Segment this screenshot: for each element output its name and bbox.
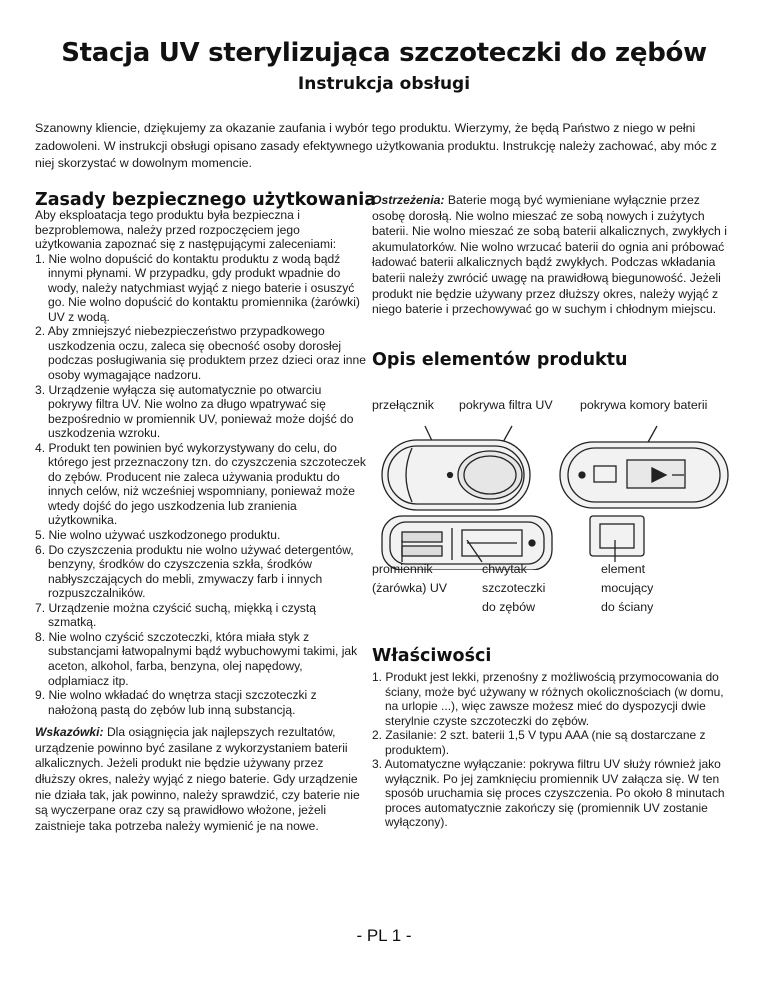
callout-line [647, 426, 657, 444]
label-line: do zębów [482, 600, 536, 614]
device-lid [382, 440, 530, 510]
list-item: 3. Urządzenie wyłącza się automatycznie po otwarciu pokrywy filtra UV. Nie wolno za długo wpatrywać się bezpośrednio w promiennik UV, ponieważ może dojść do uszkodzenia wzroku. [35, 382, 354, 441]
label-battery-cover: pokrywa komory baterii [580, 398, 708, 412]
page-subtitle: Instrukcja obsługi [297, 74, 471, 94]
page-number: - PL 1 - [356, 926, 412, 945]
list-item: 9. Nie wolno wkładać do wnętrza stacji szczoteczki z nałożoną pastą do zębów lub inną substancją. [35, 688, 317, 717]
hint-paragraph [35, 725, 367, 834]
label-filter-cover: pokrywa filtra UV [459, 398, 553, 412]
list-item: 1. Nie wolno dopuścić do kontaktu produktu z wodą bądź innymi płynami. W przypadku, gdy produkt wpadnie do wody, należy natychmiast wyjąć z niego baterie i osuszyć go. Nie wolno dopuścić do kontaktu promiennika (żarówki) UV z wodą. [35, 251, 360, 324]
warnings-text: Baterie mogą być wymieniane wyłącznie przez osobę dorosłą. Nie wolno mieszać ze sobą nowych i zużytych baterii. Nie wolno mieszać ze sobą baterii alkalicznych, zwykłych i akumulatorków. Nie wolno wrzucać baterii do ognia ani próbować ładować baterii alkalicznych bądź zwykłych. Podczas wkładania baterii należy zwrócić uwagę na prawidłową biegunowość. Jeżeli produkt nie będzie używany przez dłuższy okres, należy wyjąć z niego baterie i przechowywać go w suchym i chłodnym miejscu. [372, 193, 727, 317]
list-item: 5. Nie wolno używać uszkodzonego produktu. [35, 528, 281, 543]
battery-compartment [560, 442, 728, 508]
list-item: 4. Produkt ten powinien być wykorzystywany do celu, do którego jest przeznaczony tzn. do czyszczenia szczoteczek do zębów. Producent nie zaleca używania produktu do innych celów, niż wcześniej wspomniany, ponieważ może wtedy dojść do jego uszkodzenia lub zranienia użytkownika. [35, 440, 366, 528]
list-item: 8. Nie wolno czyścić szczoteczki, która miała styk z substancjami łatwopalnymi bądź wybuchowymi takimi, jak aceton, alkohol, farba, benzyna, olej napędowy, odplamiacz itp. [35, 629, 358, 688]
warnings-paragraph [372, 193, 734, 318]
label-uv-lamp [372, 560, 447, 598]
hint-label: Wskazówki: [35, 725, 104, 740]
warnings-label: Ostrzeżenia: [372, 193, 445, 207]
label-switch: przełącznik [372, 398, 434, 412]
page-title: Stacja UV sterylizująca szczoteczki do zębów [61, 38, 707, 68]
label-line: (żarówka) UV [372, 581, 448, 595]
safety-heading: Zasady bezpiecznego użytkowania [35, 190, 377, 210]
list-item: 2. Aby zmniejszyć niebezpieczeństwo przypadkowego uszkodzenia oczu, zaleca się obecność osoby dorosłej podczas posługiwania się produktem przez dzieci oraz inne osoby wymagające nadzoru. [35, 324, 366, 383]
label-line: szczoteczki [482, 581, 546, 595]
label-wall-mount [601, 560, 653, 617]
list-item: 1. Produkt jest lekki, przenośny z możliwością przymocowania do ściany, może być używany w różnych okolicznościach (w domu, na urlopie ...), więc zawsze możesz mieć do dyspozycji dwie sterylnie czyste szczoteczki do zębów. [372, 670, 724, 728]
label-line: element [601, 562, 646, 576]
label-line: do ściany [601, 600, 654, 614]
label-brush-holder [482, 560, 545, 617]
intro-paragraph: Szanowny kliencie, dziękujemy za okazanie zaufania i wybór tego produktu. Wierzymy, że będą Państwo z niego w pełni zadowoleni. W instrukcji obsługi opisano zasady efektywnego użytkowania produktu. Instrukcję należy zachować, aby móc z niej skorzystać w dowolnym momencie. [35, 121, 717, 170]
list-item: 2. Zasilanie: 2 szt. baterii 1,5 V typu AAA (nie są dostarczane z produktem). [372, 728, 706, 757]
safety-lead: Aby eksploatacja tego produktu była bezpieczna i bezproblemowa, należy przed rozpoczęciem jego użytkowania zapoznać się z następującymi zaleceniami: [35, 208, 337, 252]
features-heading: Właściwości [372, 646, 492, 666]
elements-heading: Opis elementów produktu [372, 350, 628, 370]
hint-text: Dla osiągnięcia jak najlepszych rezultatów, urządzenie powinno być zasilane z wykorzystaniem baterii alkalicznych. Jeżeli produkt nie będzie używany przez dłuższy okres, należy wyjąć z niego baterie. Gdy urządzenie nie działa tak, jak powinno, należy sprawdzić, czy baterie nie są wyczerpane oraz czy są prawidłowo włożone, jeżeli zaistnieje taka potrzeba należy wymienić je na nowe. [35, 725, 360, 833]
safety-list [35, 252, 367, 718]
label-line: chwytak [482, 562, 527, 576]
safety-section [35, 208, 367, 834]
list-item: 7. Urządzenie można czyścić suchą, miękką i czystą szmatką. [35, 600, 316, 630]
label-line: promiennik [372, 562, 433, 576]
list-item: 6. Do czyszczenia produktu nie wolno używać detergentów, benzyny, środków do czyszczenia szkła, środków nabłyszczających do mebli, zmywaczy farb i innych rozpuszczalników. [35, 542, 354, 601]
list-item: 3. Automatyczne wyłączanie: pokrywa filtru UV służy również jako wyłącznik. Po jej zamknięciu promiennik UV załącza się. W ten sposób uruchamia się proces czyszczenia. Po około 8 minutach proces automatycznie zakończy się (promiennik UV zostanie wyłączony). [372, 757, 725, 829]
features-list [372, 670, 734, 830]
label-line: mocujący [601, 581, 654, 595]
